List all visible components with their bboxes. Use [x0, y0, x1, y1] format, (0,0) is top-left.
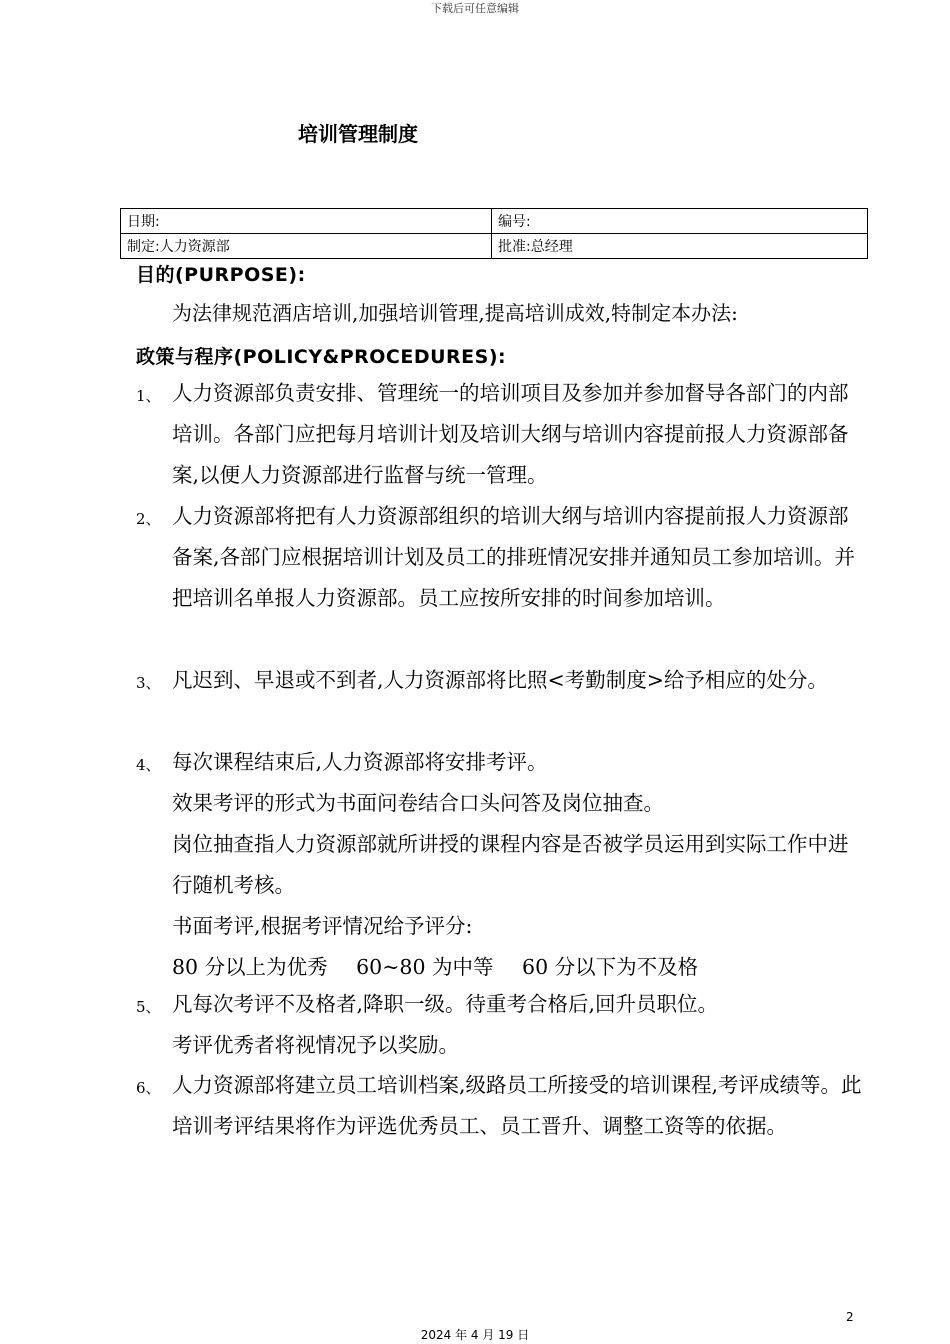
item-text: 人力资源部将建立员工培训档案,级路员工所接受的培训课程,考评成绩等。此培训考评结果将作为评选优秀员工、员工晋升、调整工资等的依据。 — [172, 1073, 862, 1138]
item5-reward-text: 考评优秀者将视情况予以奖励。 — [172, 1033, 459, 1057]
item4-written-text: 书面考评,根据考评情况给予评分: — [172, 914, 473, 938]
footer-date: 2024 年 4 月 19 日 — [420, 1328, 530, 1342]
header-note: 下载后可任意编辑 — [431, 2, 519, 15]
item-text: 人力资源部将把有人力资源部组织的培训大纲与培训内容提前报人力资源部备案,各部门应根据培训计划及员工的排班情况安排并通知员工参加培训。并把培训名单报人力资源部。员工应按所安排的时间参加培训。 — [172, 504, 856, 610]
date-cell: 日期: — [121, 209, 492, 234]
document-title: 培训管理制度 — [298, 122, 418, 146]
item-number: 2、 — [136, 510, 161, 528]
item-number: 4、 — [136, 756, 161, 774]
purpose-heading: 目的(PURPOSE): — [136, 264, 306, 286]
item-number: 5、 — [136, 998, 161, 1016]
code-cell: 编号: — [492, 209, 868, 234]
page-number: 2 — [846, 1310, 854, 1324]
item4-spot-check-text: 岗位抽查指人力资源部就所讲授的课程内容是否被学员运用到实际工作中进行随机考核。 — [172, 832, 849, 897]
item-number: 1、 — [136, 387, 161, 405]
item-text: 每次课程结束后,人力资源部将安排考评。 — [172, 750, 548, 774]
item4-form-text: 效果考评的形式为书面问卷结合口头问答及岗位抽查。 — [172, 791, 664, 815]
table-row — [121, 209, 868, 234]
purpose-text: 为法律规范酒店培训,加强培训管理,提高培训成效,特制定本办法: — [172, 301, 738, 325]
score-levels — [172, 947, 720, 988]
item-text: 凡迟到、早退或不到者,人力资源部将比照<考勤制度>给予相应的处分。 — [172, 668, 828, 692]
table-row — [121, 234, 868, 259]
score-excellent: 80 分以上为优秀 — [172, 955, 328, 979]
item-text: 凡每次考评不及格者,降职一级。待重考合格后,回升员职位。 — [172, 992, 719, 1016]
item-text: 人力资源部负责安排、管理统一的培训项目及参加并参加督导各部门的内部培训。各部门应把每月培训计划及培训大纲与培训内容提前报人力资源部备案,以便人力资源部进行监督与统一管理。 — [172, 381, 849, 487]
approved-by-cell: 批准:总经理 — [492, 234, 868, 259]
item-number: 3、 — [136, 674, 161, 692]
made-by-cell: 制定:人力资源部 — [121, 234, 492, 259]
score-medium: 60~80 为中等 — [356, 955, 494, 979]
item-number: 6、 — [136, 1079, 161, 1097]
info-table — [120, 208, 868, 259]
policy-heading: 政策与程序(POLICY&PROCEDURES): — [136, 346, 507, 368]
score-fail: 60 分以下为不及格 — [522, 955, 699, 979]
